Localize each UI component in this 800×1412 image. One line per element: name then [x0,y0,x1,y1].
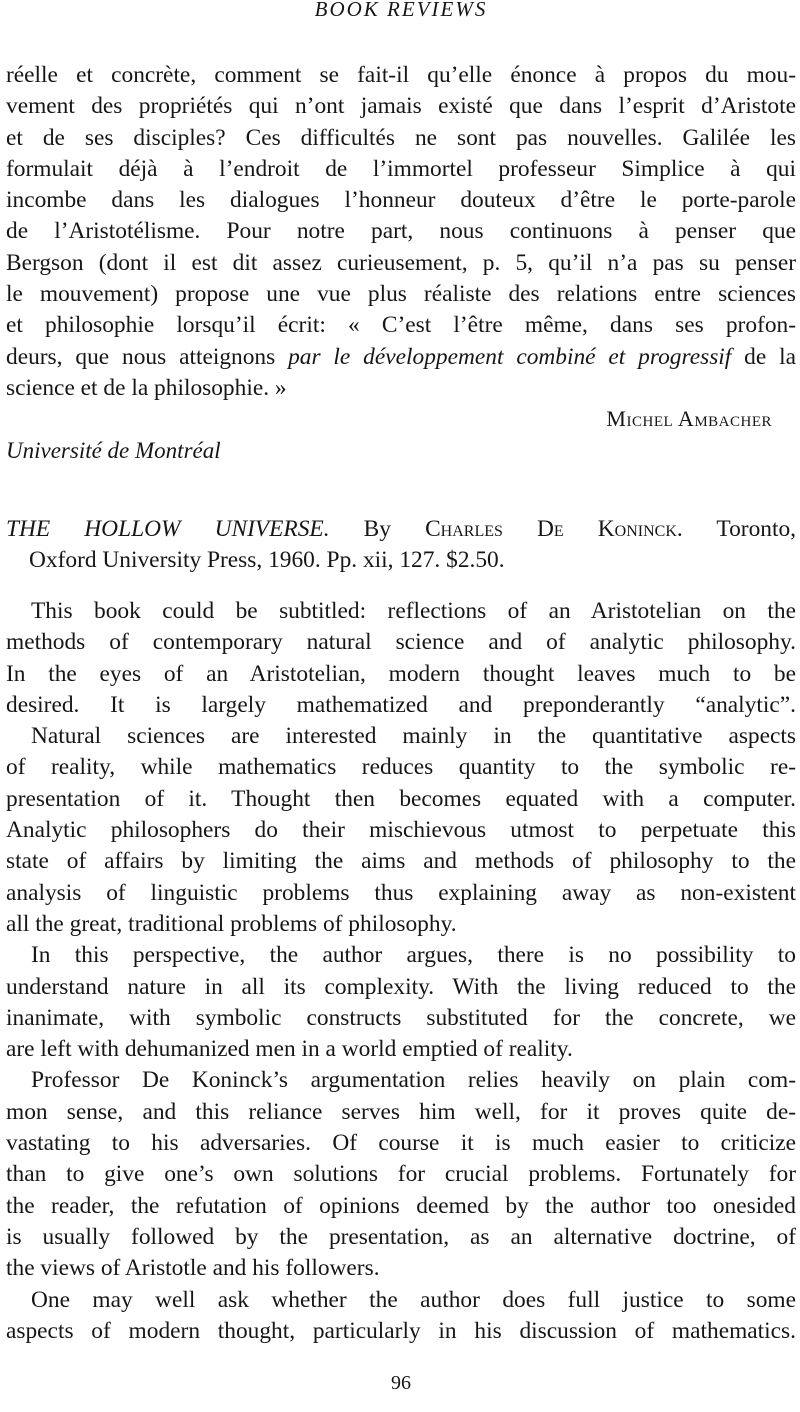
text-line: incombe dans les dialogues l’honneur douteux d’être le porte-parole [6,187,796,214]
line-segment: deurs, que nous atteignons [6,343,289,370]
text-line-with-italic [6,342,796,373]
text-line: et de ses disciples? Ces difficultés ne sont pas nouvelles. Galilée les [6,124,796,151]
reviewer-affiliation: Université de Montréal [6,438,221,463]
citation-publisher-tail: . Toronto, [676,516,797,542]
paragraph-line: One may well ask whether the author does full justice to some [31,1286,796,1313]
paragraph-line: analysis of linguistic problems thus explaining away as non-existent [6,879,796,906]
journal-page [6,0,796,1412]
review-citation [6,514,796,577]
paragraph-line: of reality, while mathematics reduces quantity to the symbolic re- [6,754,796,781]
paragraph-line: than to give one’s own solutions for crucial problems. Fortunately for [6,1161,796,1188]
paragraph-line: are left with dehumanized men in a world emptied of reality. [6,1036,573,1063]
book-title: THE HOLLOW UNIVERSE. [6,516,330,542]
reviewer-signature: Michel Ambacher [606,406,772,431]
citation-by: By [329,516,426,542]
paragraph-line: This book could be subtitled: reflections of an Aristotelian on the [31,598,796,624]
paragraph-line: mon sense, and this reliance serves him well, for it proves quite de- [6,1098,796,1125]
paragraph-line: all the great, traditional problems of philosophy. [6,910,457,937]
paragraph-line: vastating to his adversaries. Of course it is much easier to criticize [6,1130,796,1157]
paragraph-line: In the eyes of an Aristotelian, modern thought leaves much to be [6,660,796,687]
previous-review-text [6,60,796,404]
paragraph-line: presentation of it. Thought then becomes equated with a computer. [6,785,796,812]
paragraph-line: is usually followed by the presentation, as an alternative doctrine, of [6,1223,796,1250]
paragraph-line: aspects of modern thought, particularly in his discussion of mathematics. [6,1317,796,1344]
running-head: BOOK REVIEWS [314,0,488,21]
paragraph-line: inanimate, with symbolic constructs substituted for the concrete, we [6,1004,796,1031]
page-number: 96 [391,1372,411,1394]
italic-quote: par le développement combiné et progressif [288,343,732,370]
paragraph-line: Analytic philosophers do their mischievous utmost to perpetuate this [6,817,796,844]
text-line: Bergson (dont il est dit assez curieusement, p. 5, qu’il n’a pas su penser [6,249,796,276]
paragraph-line: In this perspective, the author argues, there is no possibility to [31,942,796,969]
paragraph-line: state of affairs by limiting the aims and methods of philosophy to the [6,848,796,875]
text-line: réelle et concrète, comment se fait-il qu’elle énonce à propos du mou- [6,62,796,88]
paragraph-line: desired. It is largely mathematized and preponderantly “analytic”. [6,691,796,718]
book-author: Charles De Koninck [425,516,677,542]
text-line: le mouvement) propose une vue plus réaliste des relations entre sciences [6,281,796,308]
paragraph-line: the reader, the refutation of opinions deemed by the author too onesided [6,1192,796,1219]
text-line: de l’Aristotélisme. Pour notre part, nous continuons à penser que [6,218,796,245]
line-segment: de la [731,343,796,370]
paragraph-line: the views of Aristotle and his followers. [6,1255,380,1282]
text-line: formulait déjà à l’endroit de l’immortel professeur Simplice à qui [6,155,796,182]
citation-line: Oxford University Press, 1960. Pp. xii, 127. $2.50. [29,547,505,574]
citation-line [6,514,796,545]
text-line: et philosophie lorsqu’il écrit: « C’est l’être même, dans ses profon- [6,312,796,339]
paragraph-line: Professor De Koninck’s argumentation relies heavily on plain com- [31,1067,796,1094]
paragraph-line: methods of contemporary natural science and of analytic philosophy. [6,629,796,656]
text-line: vement des propriétés qui n’ont jamais existé que dans l’esprit d’Aristote [6,93,796,120]
review-body [6,596,796,1347]
text-line: science et de la philosophie. » [6,374,287,401]
paragraph-line: understand nature in all its complexity. With the living reduced to the [6,973,796,1000]
paragraph-line: Natural sciences are interested mainly in the quantitative aspects [31,723,796,750]
